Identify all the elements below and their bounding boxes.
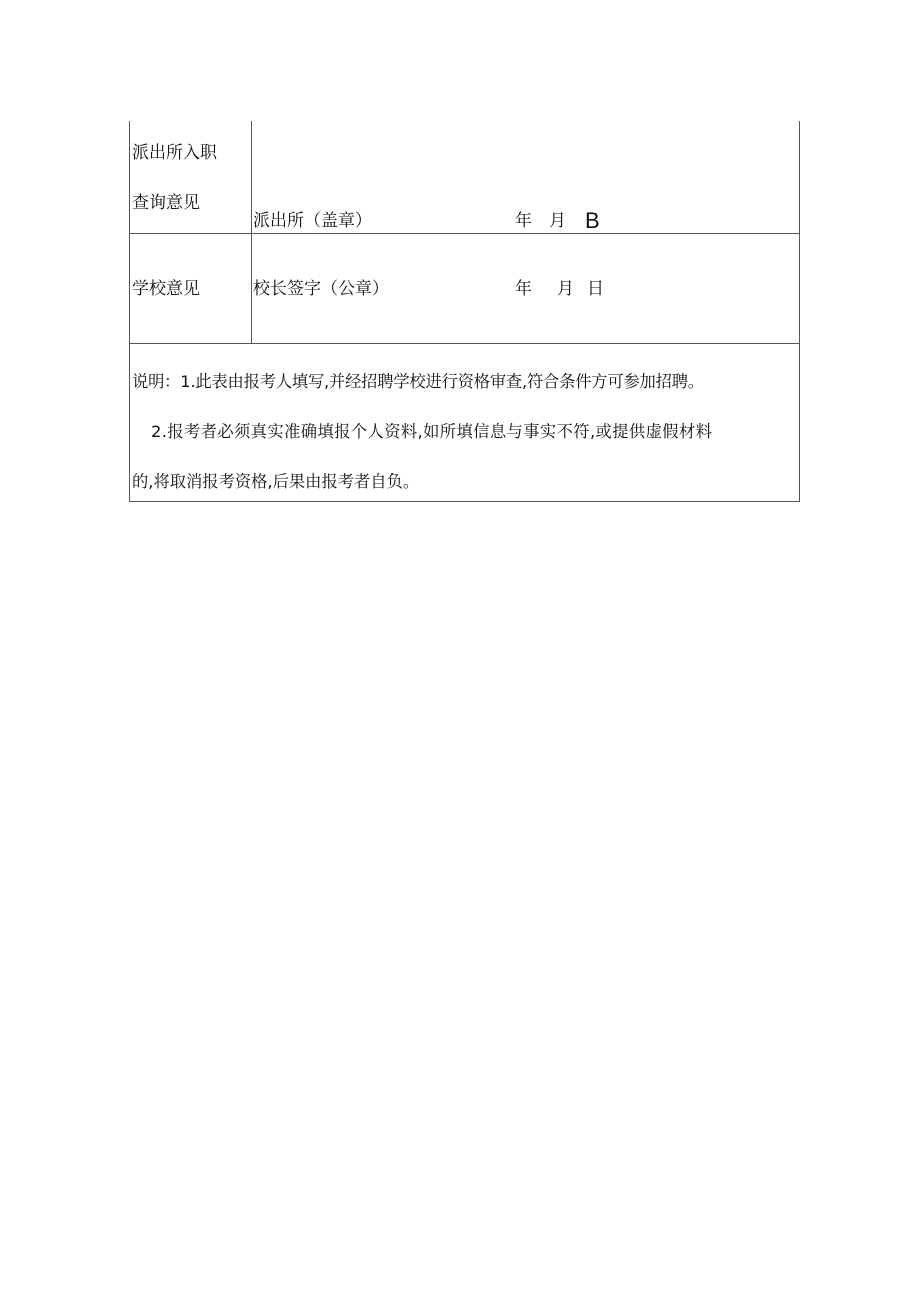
table-bottom-border	[129, 501, 800, 502]
police-opinion-label-line2: 查询意见	[132, 193, 200, 213]
label-column-divider	[251, 121, 252, 343]
row-divider-1	[129, 233, 800, 234]
notes-line-2: 2.报考者必须真实准确填报个人资料,如所填信息与事实不符,或提供虚假材料	[151, 422, 713, 441]
notes-line-1: 说明：1.此表由报考人填写,并经招聘学校进行资格审查,符合条件方可参加招聘。	[132, 372, 704, 391]
police-date-day: B	[585, 208, 600, 233]
school-date-day: 日	[587, 279, 604, 299]
row-divider-2	[129, 343, 800, 344]
table-right-border	[799, 121, 800, 502]
school-date-year: 年	[515, 279, 532, 299]
school-opinion-label: 学校意见	[132, 279, 200, 299]
principal-signature-label: 校长签字（公章）	[253, 279, 389, 299]
notes-line-3: 的,将取消报考资格,后果由报考者自负。	[132, 472, 420, 491]
school-date-month: 月	[557, 279, 574, 299]
police-date-month: 月	[549, 211, 566, 231]
police-opinion-label-line1: 派出所入职	[132, 143, 217, 163]
police-date-year: 年	[515, 211, 532, 231]
police-stamp-label: 派出所（盖章）	[253, 211, 372, 231]
table-left-border	[129, 121, 130, 502]
